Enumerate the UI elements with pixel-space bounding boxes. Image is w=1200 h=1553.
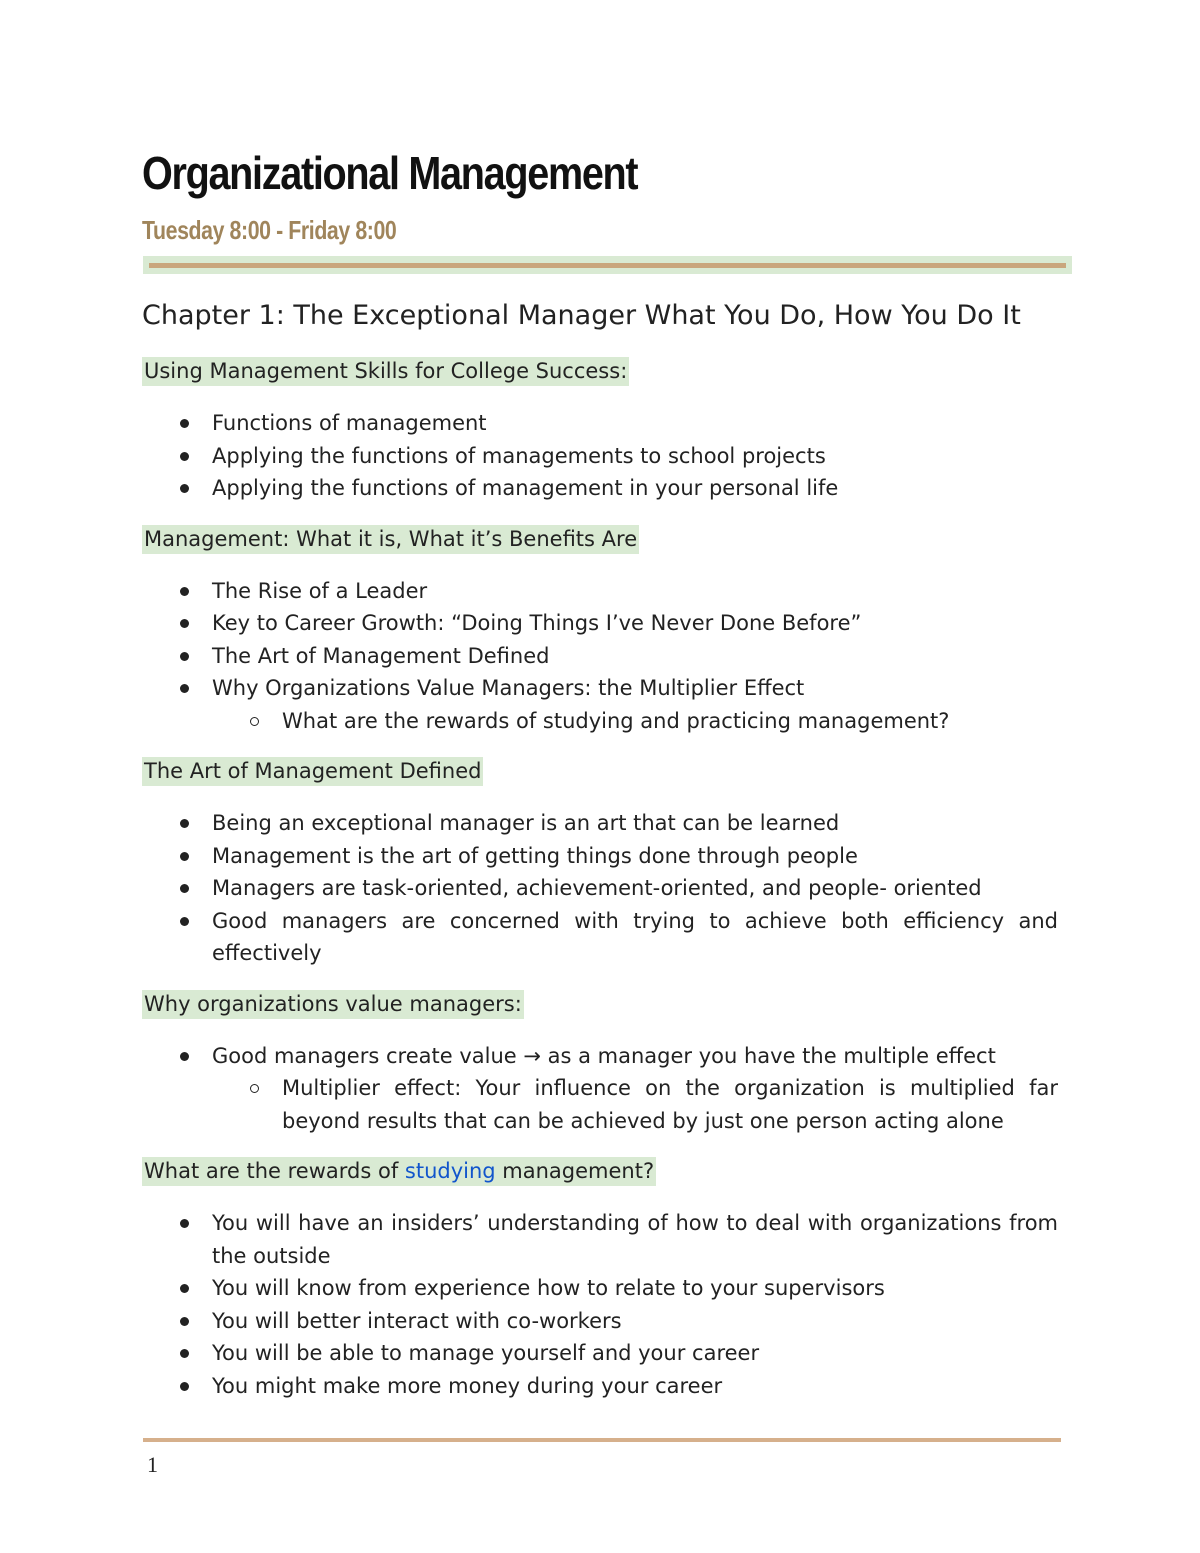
list-item: [142, 1207, 1058, 1272]
list-item: [142, 872, 1058, 905]
list-item-text: You will know from experience how to relate to your supervisors: [212, 1276, 885, 1300]
section-heading: [142, 1155, 1058, 1187]
list-item: [142, 1370, 1058, 1403]
section-heading: [142, 355, 1058, 387]
bullet-icon: [180, 884, 189, 893]
section-art-of-management: [142, 755, 1058, 970]
bullet-icon: [180, 1052, 189, 1061]
list-item-text: You might make more money during your career: [212, 1373, 723, 1398]
section-heading-text: The Art of Management Defined: [142, 757, 483, 786]
document-subtitle: Tuesday 8:00 - Friday 8:00: [142, 215, 397, 245]
bullet-list: [142, 407, 1058, 505]
bullet-icon: [180, 917, 189, 926]
list-item-text: Management is the art of getting things done through people: [212, 843, 858, 868]
section-heading-text: Why organizations value managers:: [142, 990, 524, 1019]
list-item: [142, 440, 1058, 473]
bullet-icon: [180, 1219, 189, 1228]
list-item-text: The Art of Management Defined: [212, 643, 550, 668]
list-item-text: You will have an insiders’ understanding of how to deal with organizations from the outside: [212, 1211, 1058, 1268]
section-college-success: [142, 355, 1058, 505]
bullet-icon: [180, 1349, 189, 1358]
sub-list-item: [212, 1072, 1058, 1137]
bullet-icon: [180, 484, 189, 493]
bullet-list: [142, 1207, 1058, 1402]
bullet-icon: [180, 1382, 189, 1391]
footer-divider: [143, 1438, 1061, 1442]
bullet-icon: [180, 819, 189, 828]
title-divider: [143, 256, 1072, 274]
section-heading: [142, 755, 1058, 787]
section-heading-text: Management: What it is, What it’s Benefits Are: [142, 525, 639, 554]
bullet-icon: [180, 1284, 189, 1293]
bullet-icon: [180, 652, 189, 661]
list-item-text: Managers are task-oriented, achievement-oriented, and people- oriented: [212, 876, 982, 900]
section-management-benefits: [142, 523, 1058, 738]
list-item: [142, 1305, 1058, 1338]
list-item: [142, 672, 1058, 737]
list-item: [142, 1272, 1058, 1305]
bullet-icon: [180, 852, 189, 861]
list-item-text: You will be able to manage yourself and your career: [212, 1341, 760, 1365]
list-item: [142, 905, 1058, 970]
bullet-list: [142, 1040, 1058, 1138]
bullet-icon: [180, 1317, 189, 1326]
sub-list-item-text: What are the rewards of studying and practicing management?: [282, 708, 950, 733]
sub-list-item-text: Multiplier effect: Your influence on the organization is multiplied far beyond results that can be achieved by just one person acting alone: [282, 1076, 1058, 1133]
list-item-text: Applying the functions of managements to school projects: [212, 443, 826, 468]
page-number: 1: [147, 1452, 158, 1477]
list-item-text: You will better interact with co-workers: [212, 1308, 622, 1333]
section-heading: [142, 988, 1058, 1020]
list-item-text: Good managers are concerned with trying to achieve both efficiency and effectively: [212, 908, 1058, 965]
section-heading-text: [142, 1157, 656, 1186]
list-item-text: Being an exceptional manager is an art that can be learned: [212, 811, 840, 835]
studying-link[interactable]: studying: [404, 1159, 496, 1183]
list-item: [142, 472, 1058, 505]
section-why-value-managers: [142, 988, 1058, 1138]
list-item: [142, 640, 1058, 673]
list-item-text: The Rise of a Leader: [212, 578, 428, 603]
chapter-heading: Chapter 1: The Exceptional Manager What You Do, How You Do It: [142, 300, 1021, 331]
title-divider-line: [149, 263, 1066, 268]
list-item-text: Key to Career Growth: “Doing Things I’ve Never Done Before”: [212, 611, 862, 635]
sub-list-item: [212, 705, 1058, 738]
list-item: [142, 1040, 1058, 1138]
sub-bullet-list: [212, 1072, 1058, 1137]
list-item-text: Why Organizations Value Managers: the Multiplier Effect: [212, 676, 805, 700]
heading-part: management?: [495, 1159, 655, 1183]
bullet-icon: [180, 587, 189, 596]
list-item-text: Applying the functions of management in your personal life: [212, 476, 839, 500]
list-item-text: Good managers create value → as a manager you have the multiple effect: [212, 1043, 996, 1068]
hollow-bullet-icon: [250, 1084, 259, 1093]
list-item: [142, 575, 1058, 608]
list-item-text: Functions of management: [212, 411, 487, 435]
bullet-icon: [180, 452, 189, 461]
heading-part: What are the rewards of: [144, 1159, 405, 1183]
list-item: [142, 807, 1058, 840]
section-heading: [142, 523, 1058, 555]
bullet-list: [142, 807, 1058, 970]
section-heading-text: Using Management Skills for College Success:: [142, 357, 629, 386]
list-item: [142, 407, 1058, 440]
list-item: [142, 607, 1058, 640]
section-rewards-of-studying: [142, 1155, 1058, 1402]
list-item: [142, 1337, 1058, 1370]
bullet-list: [142, 575, 1058, 738]
hollow-bullet-icon: [250, 717, 259, 726]
document-body: [142, 296, 1058, 1420]
bullet-icon: [180, 684, 189, 693]
sub-bullet-list: [212, 705, 1058, 738]
list-item: [142, 840, 1058, 873]
document-title: Organizational Management: [142, 147, 638, 199]
bullet-icon: [180, 419, 189, 428]
bullet-icon: [180, 619, 189, 628]
